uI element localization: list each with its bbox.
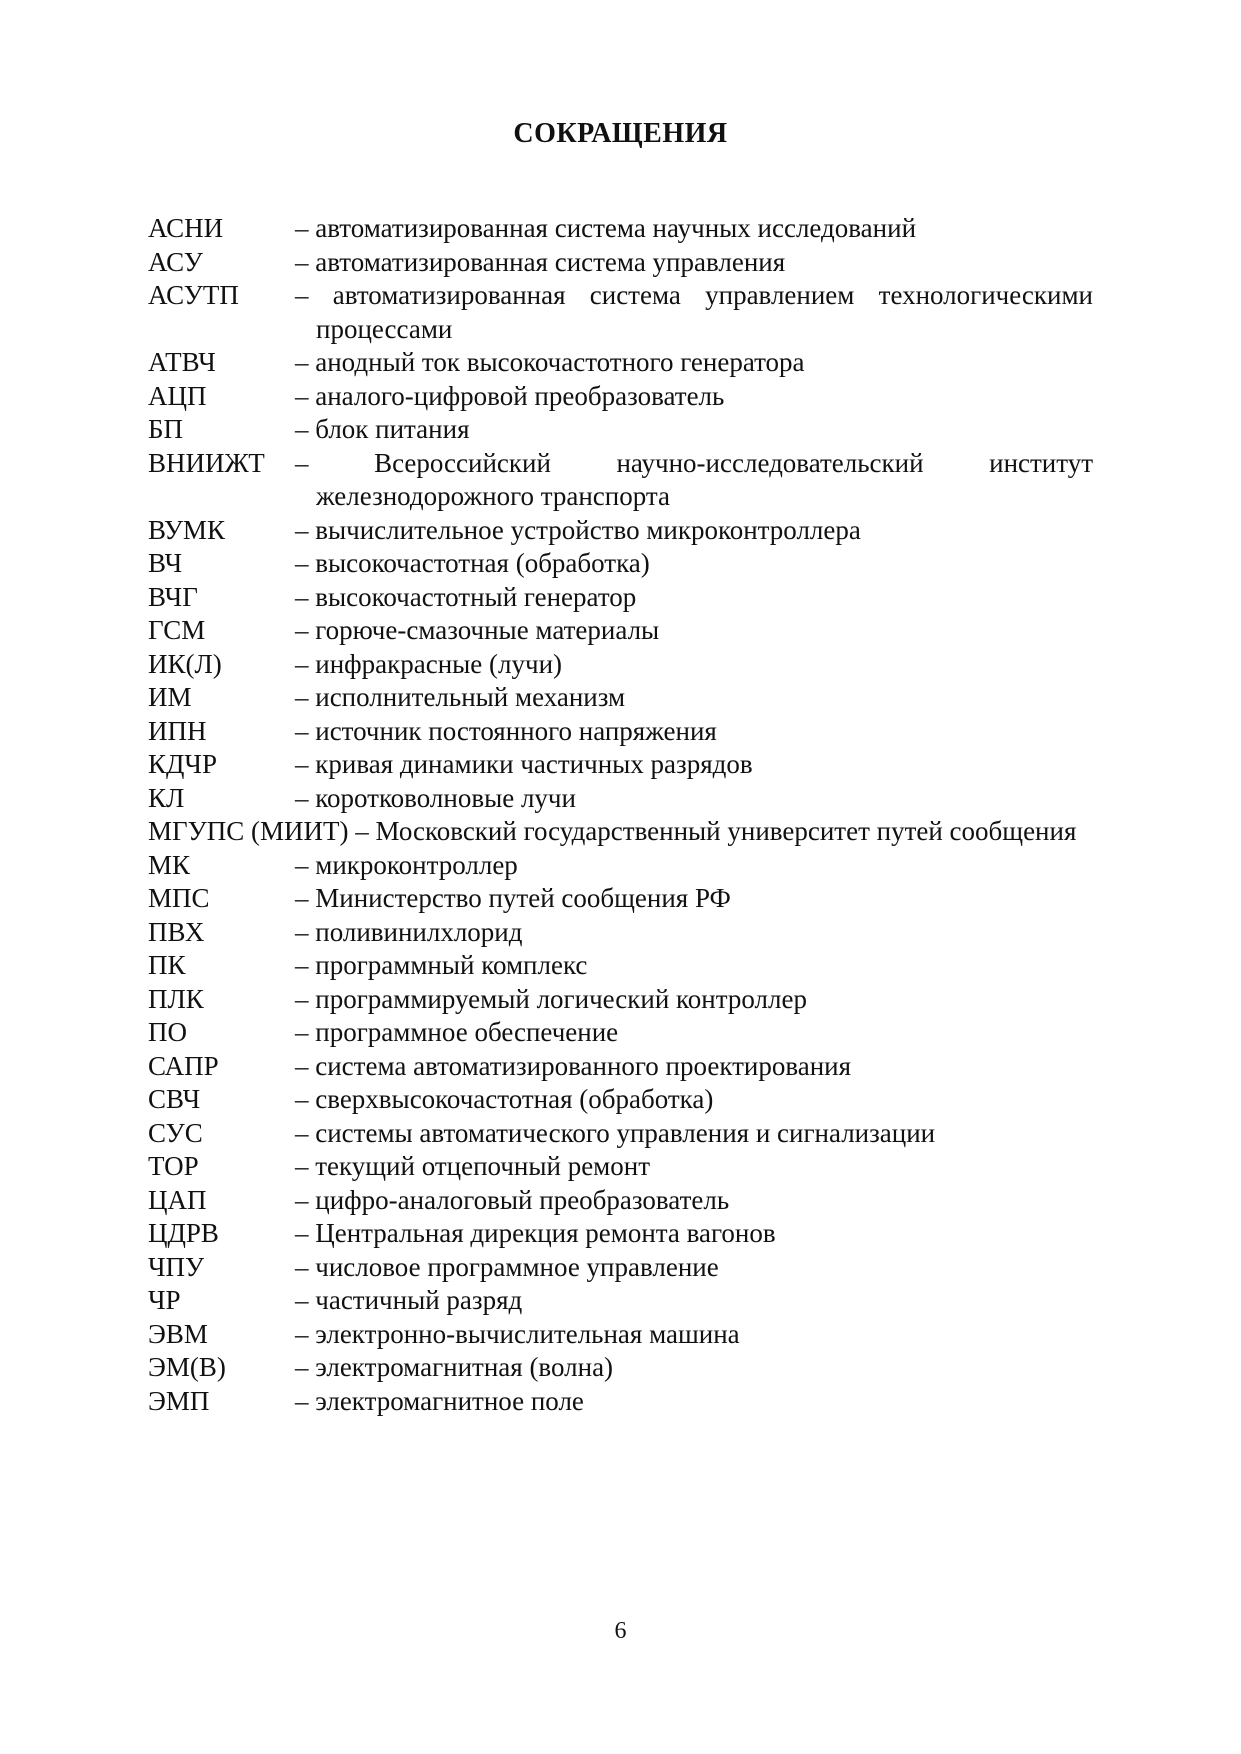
definition: – цифро-аналоговый преобразователь bbox=[295, 1184, 730, 1215]
definition: – Центральная дирекция ремонта вагонов bbox=[295, 1218, 776, 1248]
abbreviation: ПО bbox=[148, 1017, 187, 1047]
definition: – программируемый логический контроллер bbox=[295, 983, 807, 1014]
definition: – электронно-вычислительная машина bbox=[295, 1318, 740, 1349]
definition: – электромагнитная (волна) bbox=[295, 1352, 614, 1382]
list-item bbox=[148, 380, 1093, 414]
list-item bbox=[148, 1318, 1093, 1352]
list-item bbox=[148, 547, 1093, 581]
abbreviation: МГУПС (МИИТ) bbox=[148, 816, 349, 846]
list-item bbox=[148, 1184, 1093, 1218]
definition: – микроконтроллер bbox=[295, 849, 518, 880]
abbreviation: ЭМП bbox=[148, 1385, 210, 1416]
definition: – автоматизированная система управлением технологическими процессами bbox=[295, 280, 1093, 344]
list-item bbox=[148, 748, 1093, 782]
definition: – высокочастотный генератор bbox=[295, 581, 637, 612]
list-item bbox=[148, 715, 1093, 749]
list-item bbox=[148, 346, 1093, 380]
abbreviation: ЧР bbox=[148, 1285, 181, 1315]
definition: – система автоматизированного проектирования bbox=[295, 1050, 852, 1081]
definition: – Всероссийский научно-исследовательский институт железнодорожного транспорта bbox=[295, 447, 1093, 511]
abbreviation: ИК(Л) bbox=[148, 648, 222, 679]
list-item bbox=[148, 849, 1093, 883]
abbreviation: ВНИИЖТ bbox=[148, 447, 265, 478]
definition: – исполнительный механизм bbox=[295, 682, 626, 712]
definition: – числовое программное управление bbox=[295, 1251, 719, 1282]
list-item bbox=[148, 815, 1093, 849]
abbreviation: АСУ bbox=[148, 246, 203, 277]
abbreviation: ЧПУ bbox=[148, 1251, 205, 1282]
list-item bbox=[148, 212, 1093, 246]
definition: – аналого-цифровой преобразователь bbox=[295, 380, 725, 411]
abbreviation: СУС bbox=[148, 1117, 203, 1148]
abbreviation: АСУТП bbox=[148, 280, 239, 310]
abbreviation: КЛ bbox=[148, 782, 185, 813]
list-item bbox=[148, 246, 1093, 280]
definition: – программное обеспечение bbox=[295, 1017, 619, 1047]
list-item bbox=[148, 1351, 1093, 1385]
list-item bbox=[148, 1117, 1093, 1151]
list-item bbox=[148, 983, 1093, 1017]
abbreviation: КДЧР bbox=[148, 749, 217, 779]
abbreviation: ИМ bbox=[148, 682, 192, 712]
definition: – кривая динамики частичных разрядов bbox=[295, 749, 753, 779]
definition: – источник постоянного напряжения bbox=[295, 715, 717, 746]
list-item bbox=[148, 1150, 1093, 1184]
list-item bbox=[148, 1016, 1093, 1050]
abbreviation: ЦАП bbox=[148, 1184, 207, 1215]
abbreviation: ПК bbox=[148, 950, 186, 980]
abbreviation: ПЛК bbox=[148, 983, 204, 1014]
abbreviation: МПС bbox=[148, 883, 210, 913]
definition: – горюче-смазочные материалы bbox=[295, 615, 660, 645]
definition: – Московский государственный университет путей сообщения bbox=[355, 816, 1077, 846]
definition: – автоматизированная система научных исследований bbox=[295, 213, 917, 243]
definition: – сверхвысокочастотная (обработка) bbox=[295, 1084, 714, 1114]
abbreviation: ГСМ bbox=[148, 615, 206, 645]
definition: – блок питания bbox=[295, 414, 470, 444]
list-item bbox=[148, 514, 1093, 548]
list-item bbox=[148, 1251, 1093, 1285]
list-item bbox=[148, 447, 1093, 514]
list-item bbox=[148, 916, 1093, 950]
abbreviation: ЭМ(В) bbox=[148, 1352, 226, 1382]
list-item bbox=[148, 1050, 1093, 1084]
abbreviation: ТОР bbox=[148, 1151, 199, 1181]
definition: – поливинилхлорид bbox=[295, 916, 523, 947]
abbreviation-list bbox=[148, 212, 1093, 1418]
abbreviation: АСНИ bbox=[148, 213, 224, 243]
definition: – частичный разряд bbox=[295, 1285, 523, 1315]
list-item bbox=[148, 1083, 1093, 1117]
page-number: 6 bbox=[614, 1618, 627, 1644]
abbreviation: ВЧ bbox=[148, 548, 183, 578]
list-item bbox=[148, 1385, 1093, 1419]
abbreviation: БП bbox=[148, 414, 184, 444]
list-item bbox=[148, 782, 1093, 816]
definition: – коротковолновые лучи bbox=[295, 782, 576, 813]
list-item bbox=[148, 1217, 1093, 1251]
abbreviation: САПР bbox=[148, 1050, 219, 1081]
list-item bbox=[148, 882, 1093, 916]
abbreviation: ВУМК bbox=[148, 514, 225, 545]
definition: – вычислительное устройство микроконтроллера bbox=[295, 514, 861, 545]
definition: – Министерство путей сообщения РФ bbox=[295, 883, 731, 913]
definition: – инфракрасные (лучи) bbox=[295, 648, 563, 679]
list-item bbox=[148, 681, 1093, 715]
list-item bbox=[148, 614, 1093, 648]
abbreviation: АТВЧ bbox=[148, 347, 216, 377]
abbreviation: ПВХ bbox=[148, 916, 205, 947]
page-title: СОКРАЩЕНИЯ bbox=[513, 118, 728, 149]
list-item bbox=[148, 581, 1093, 615]
definition: – программный комплекс bbox=[295, 950, 588, 980]
abbreviation: СВЧ bbox=[148, 1084, 201, 1114]
definition: – электромагнитное поле bbox=[295, 1385, 584, 1416]
definition: – текущий отцепочный ремонт bbox=[295, 1151, 651, 1181]
list-item bbox=[148, 1284, 1093, 1318]
definition: – высокочастотная (обработка) bbox=[295, 548, 650, 578]
abbreviation: МК bbox=[148, 849, 191, 880]
definition: – анодный ток высокочастотного генератора bbox=[295, 347, 805, 377]
list-item bbox=[148, 648, 1093, 682]
abbreviation: ИПН bbox=[148, 715, 207, 746]
definition: – системы автоматического управления и сигнализации bbox=[295, 1117, 936, 1148]
abbreviation: ЭВМ bbox=[148, 1318, 208, 1349]
abbreviation: ВЧГ bbox=[148, 581, 198, 612]
definition: – автоматизированная система управления bbox=[295, 246, 786, 277]
abbreviation: АЦП bbox=[148, 380, 207, 411]
abbreviation: ЦДРВ bbox=[148, 1218, 219, 1248]
list-item bbox=[148, 279, 1093, 346]
list-item bbox=[148, 949, 1093, 983]
list-item bbox=[148, 413, 1093, 447]
